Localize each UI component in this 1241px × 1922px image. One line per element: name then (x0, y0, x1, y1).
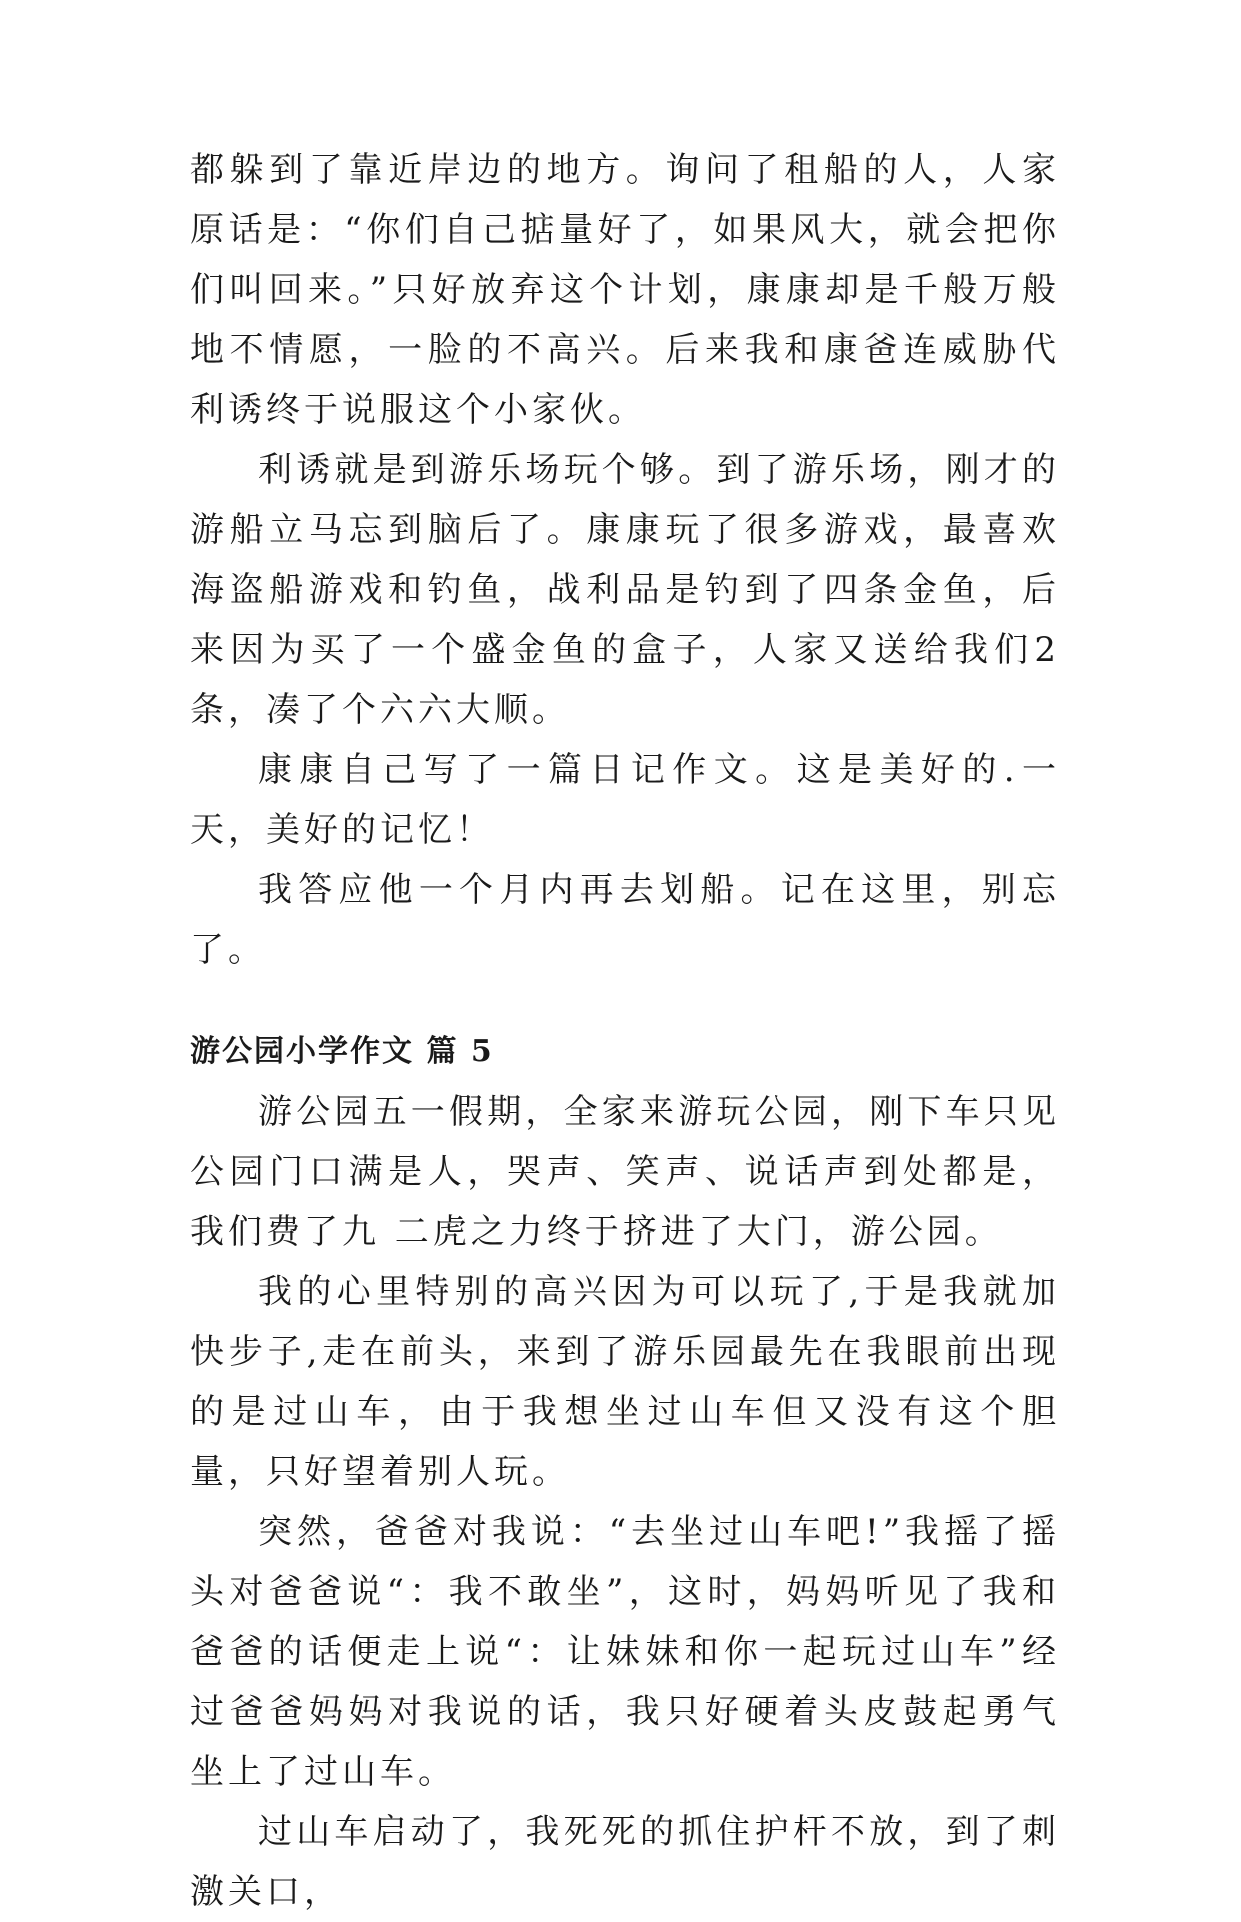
paragraph: 游公园五一假期，全家来游玩公园，刚下车只见公园门口满是人，哭声、笑声、说话声到处都是，我们费了九 二虎之力终于挤进了大门，游公园。 (190, 1092, 1060, 1252)
paragraph: 突然，爸爸对我说：“去坐过山车吧!”我摇了摇头对爸爸说“：我不敢坐”，这时，妈妈听见了我和爸爸的话便走上说“：让妹妹和你一起玩过山车”经过爸爸妈妈对我说的话，我只好硬着头皮鼓起勇气坐上了过山车。 (190, 1512, 1060, 1792)
paragraph: 康康自己写了一篇日记作文。这是美好的.一天，美好的记忆！ (190, 750, 1060, 850)
paragraph: 过山车启动了，我死死的抓住护杆不放，到了刺激关口， (190, 1812, 1060, 1912)
paragraph: 利诱就是到游乐场玩个够。到了游乐场，刚才的游船立马忘到脑后了。康康玩了很多游戏，最喜欢海盗船游戏和钓鱼，战利品是钓到了四条金鱼，后来因为买了一个盛金鱼的盒子，人家又送给我们2条，凑了个六六大顺。 (190, 450, 1060, 730)
document-page (190, 140, 1060, 1922)
paragraph: 我答应他一个月内再去划船。记在这里，别忘了。 (190, 870, 1060, 970)
section-title: 游公园小学作文 篇 5 (190, 1034, 494, 1069)
paragraph: 我的心里特别的高兴因为可以玩了,于是我就加快步子,走在前头，来到了游乐园最先在我眼前出现的是过山车，由于我想坐过山车但又没有这个胆量，只好望着别人玩。 (190, 1272, 1060, 1492)
paragraph: 都躲到了靠近岸边的地方。询问了租船的人，人家原话是：“你们自己掂量好了，如果风大，就会把你们叫回来。”只好放弃这个计划，康康却是千般万般地不情愿，一脸的不高兴。后来我和康爸连威胁代利诱终于说服这个小家伙。 (190, 150, 1060, 430)
